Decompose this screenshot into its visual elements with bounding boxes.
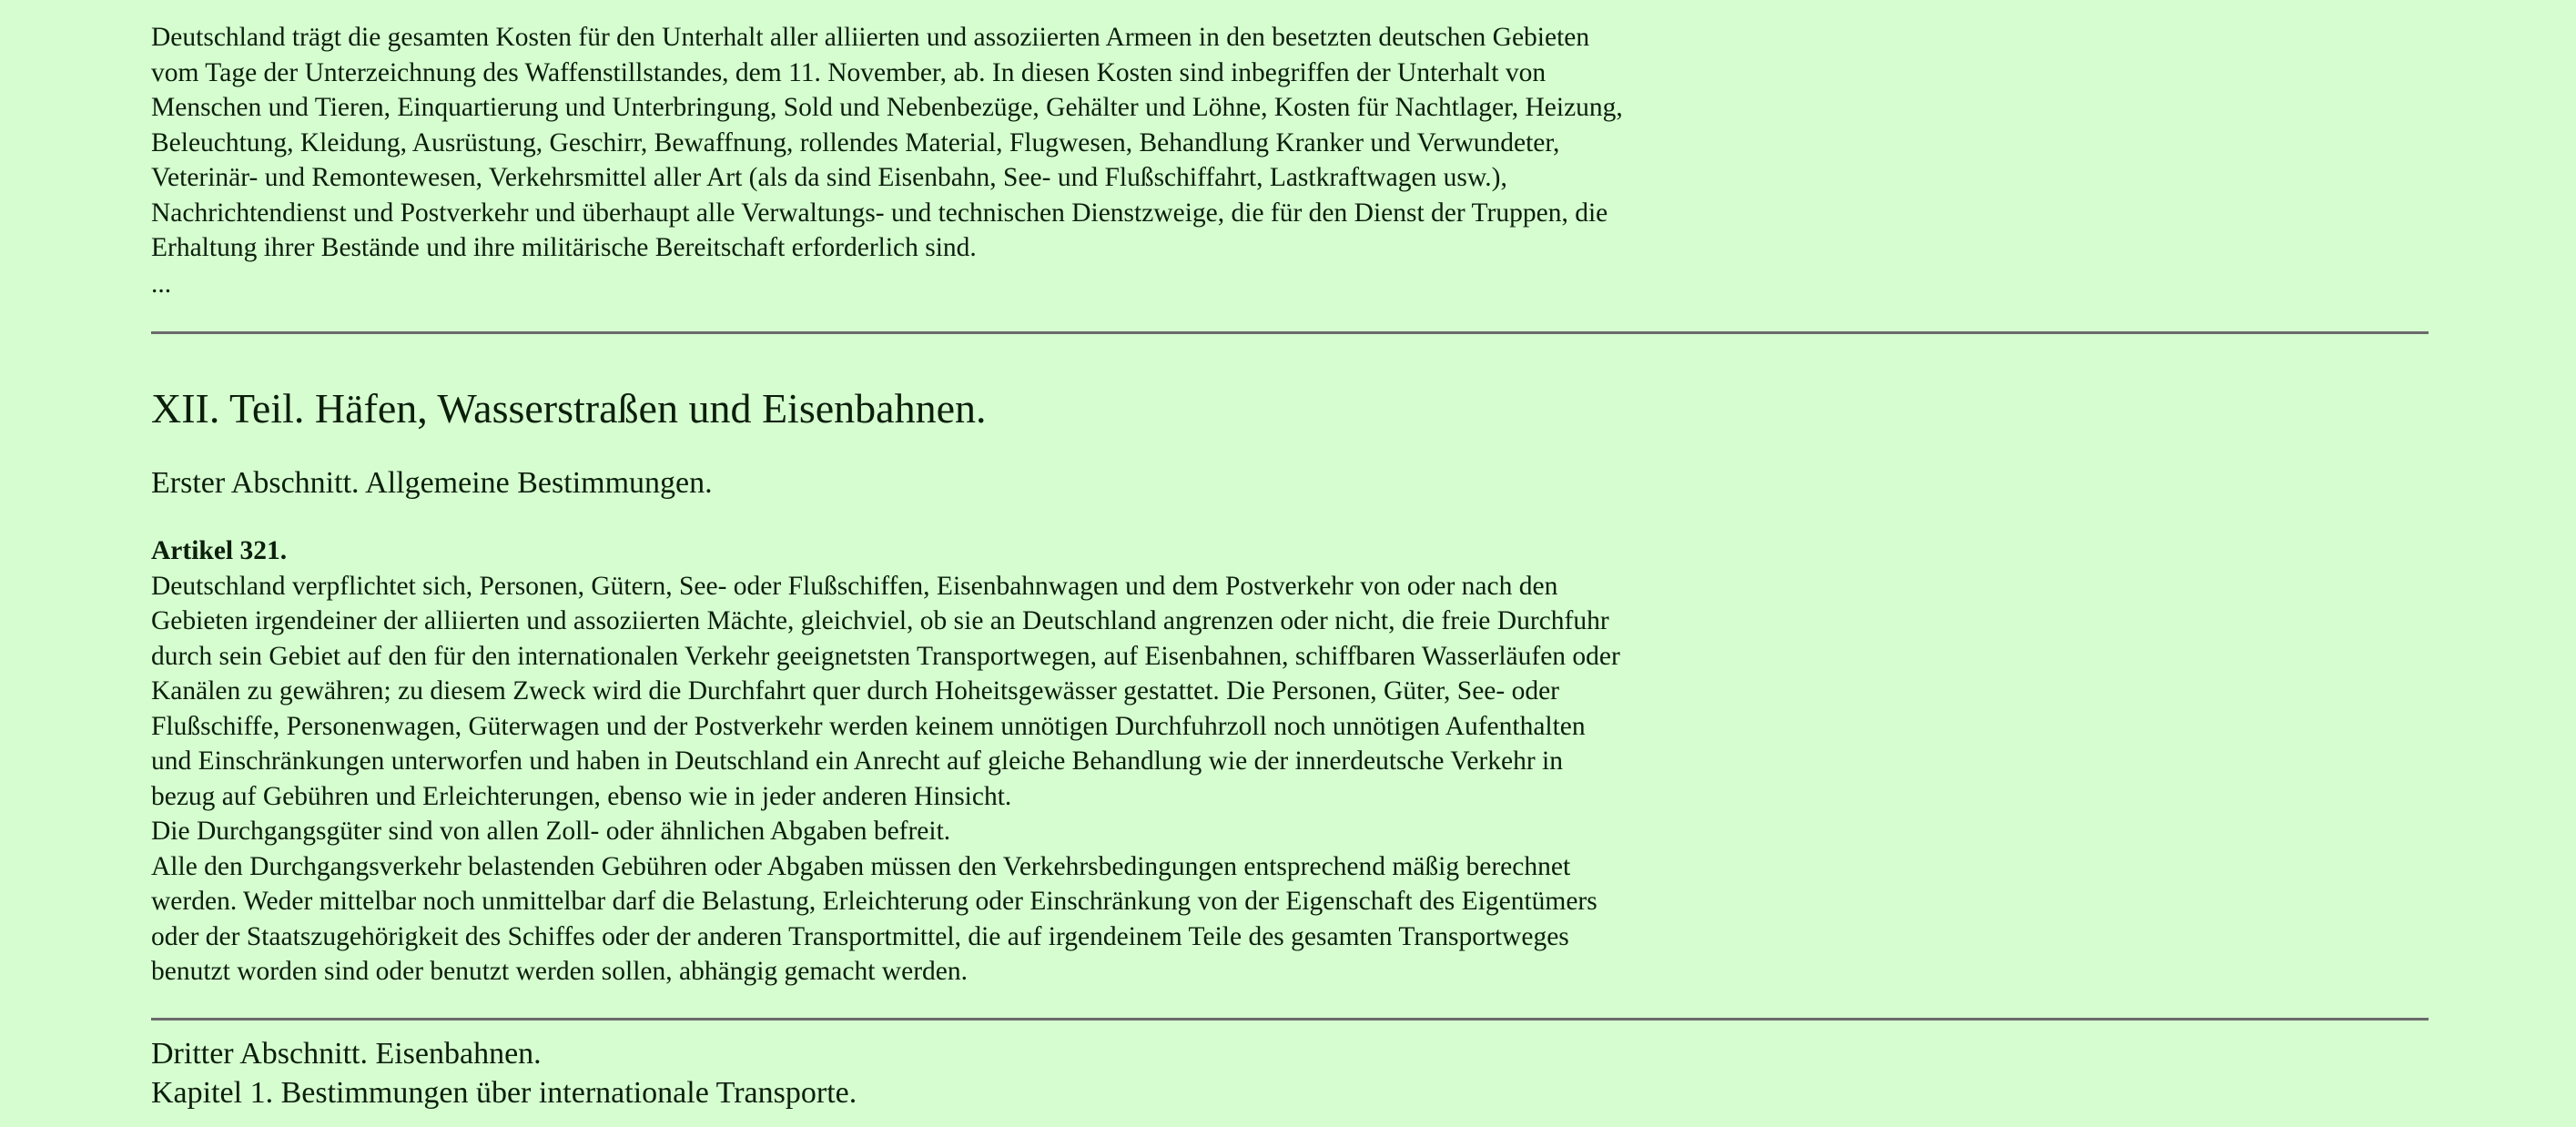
article-line: oder der Staatszugehörigkeit des Schiffes oder der anderen Transportmittel, die auf irgendeinem Teile des gesamten Transportweges <box>151 921 1569 951</box>
article-line: Gebieten irgendeiner der alliierten und assoziierten Mächte, gleichviel, ob sie an Deutschland angrenzen oder nicht, die freie Durchfuhr <box>151 606 1609 635</box>
intro-paragraph <box>151 20 1771 266</box>
intro-line: Menschen und Tieren, Einquartierung und Unterbringung, Sold und Nebenbezüge, Gehälter und Löhne, Kosten für Nachtlager, Heizung, <box>151 93 1623 122</box>
article-line: bezug auf Gebühren und Erleichterungen, ebenso wie in jeder anderen Hinsicht. <box>151 781 1012 811</box>
intro-line: Erhaltung ihrer Bestände und ihre militärische Bereitschaft erforderlich sind. <box>151 233 977 262</box>
intro-line: Nachrichtendienst und Postverkehr und überhaupt alle Verwaltungs- und technischen Dienstzweige, die für den Dienst der Truppen, die <box>151 198 1608 228</box>
article-line: durch sein Gebiet auf den für den internationalen Verkehr geeignetsten Transportwegen, auf Eisenbahnen, schiffbaren Wasserläufen oder <box>151 641 1620 671</box>
article-line: Kanälen zu gewähren; zu diesem Zweck wird die Durchfahrt quer durch Hoheitsgewässer gestattet. Die Personen, Güter, See- oder <box>151 676 1559 706</box>
intro-line: vom Tage der Unterzeichnung des Waffenstillstandes, dem 11. November, ab. In diesen Kosten sind inbegriffen der Unterhalt von <box>151 57 1547 87</box>
chapter-title: Kapitel 1. Bestimmungen über internationale Transporte. <box>151 1076 857 1110</box>
intro-line: Deutschland trägt die gesamten Kosten für den Unterhalt aller alliierten und assoziierten Armeen in den besetzten deutschen Gebieten <box>151 23 1590 52</box>
article-line: Die Durchgangsgüter sind von allen Zoll- oder ähnlichen Abgaben befreit. <box>151 817 951 846</box>
section-title: Dritter Abschnitt. Eisenbahnen. <box>151 1037 542 1071</box>
article-line: und Einschränkungen unterworfen und haben in Deutschland ein Anrecht auf gleiche Behandlung wie der innerdeutsche Verkehr in <box>151 746 1563 776</box>
horizontal-rule <box>151 331 2429 334</box>
part-title: XII. Teil. Häfen, Wasserstraßen und Eisenbahnen. <box>151 385 987 432</box>
article-line: werden. Weder mittelbar noch unmittelbar darf die Belastung, Erleichterung oder Einschränkung von der Eigenschaft des Eigentümers <box>151 887 1597 916</box>
article-line: Deutschland verpflichtet sich, Personen, Gütern, See- oder Flußschiffen, Eisenbahnwagen und dem Postverkehr von oder nach den <box>151 571 1558 601</box>
article-line: benutzt worden sind oder benutzt werden sollen, abhängig gemacht werden. <box>151 957 968 986</box>
intro-line: Veterinär- und Remontewesen, Verkehrsmittel aller Art (als da sind Eisenbahn, See- und Flußschiffahrt, Lastkraftwagen usw.), <box>151 163 1507 192</box>
intro-line: Beleuchtung, Kleidung, Ausrüstung, Geschirr, Bewaffnung, rollendes Material, Flugwesen, Behandlung Kranker und Verwundeter, <box>151 127 1560 157</box>
article-heading: Artikel 321. <box>151 536 288 565</box>
article-321 <box>151 533 1771 990</box>
section-title: Erster Abschnitt. Allgemeine Bestimmungen. <box>151 466 713 500</box>
article-line: Flußschiffe, Personenwagen, Güterwagen und der Postverkehr werden keinem unnötigen Durchfuhrzoll noch unnötigen Aufenthalten <box>151 711 1586 741</box>
ellipsis: ... <box>151 269 172 299</box>
horizontal-rule <box>151 1018 2429 1020</box>
article-line: Alle den Durchgangsverkehr belastenden Gebühren oder Abgaben müssen den Verkehrsbedingungen entsprechend mäßig berechnet <box>151 851 1571 881</box>
